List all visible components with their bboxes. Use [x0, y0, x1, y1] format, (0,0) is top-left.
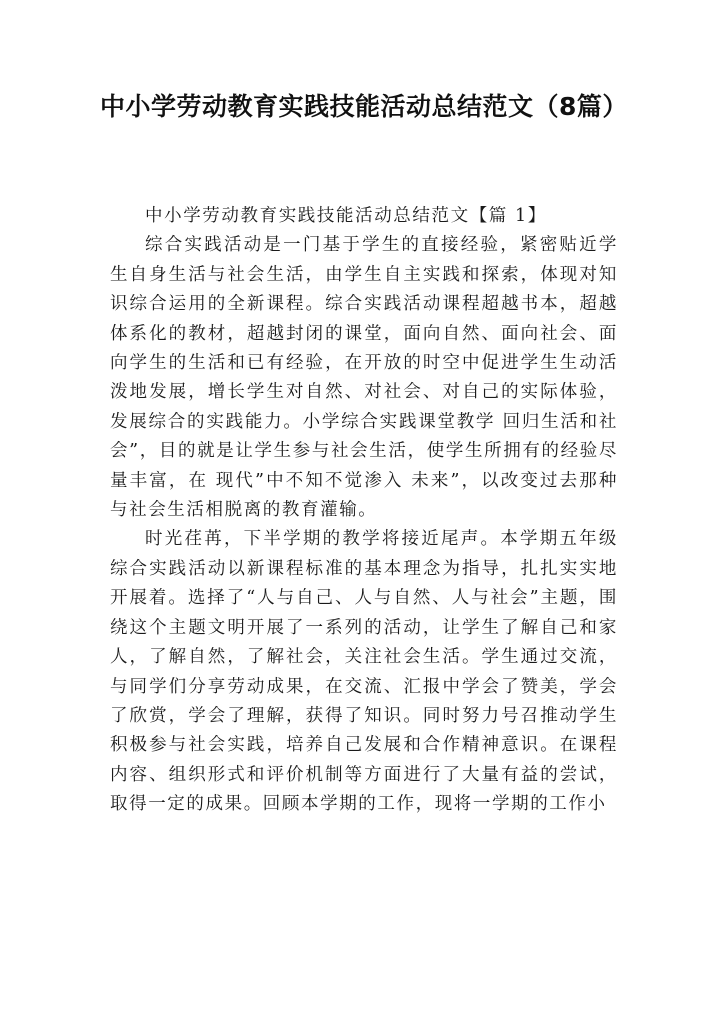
- body-paragraph: 时光荏苒，下半学期的教学将接近尾声。本学期五年级综合实践活动以新课程标准的基本理念为指导，扎扎实实地开展着。选择了“人与自己、人与自然、人与社会”主题，围绕这个主题文明开展了一系列的活动，让学生了解自己和家人，了解自然，了解社会，关注社会生活。学生通过交流，与同学们分享劳动成果，在交流、汇报中学会了赞美，学会了欣赏，学会了理解，获得了知识。同时努力号召推动学生积极参与社会实践，培养自己发展和合作精神意识。在课程内容、组织形式和评价机制等方面进行了大量有益的尝试，取得一定的成果。回顾本学期的工作，现将一学期的工作小: [110, 529, 618, 815]
- section-heading: 中小学劳动教育实践技能活动总结范文【篇 1】: [145, 206, 547, 226]
- document-body: [110, 202, 618, 820]
- body-paragraph: 综合实践活动是一门基于学生的直接经验，紧密贴近学生自身生活与社会生活，由学生自主实践和探索，体现对知识综合运用的全新课程。综合实践活动课程超越书本，超越体系化的教材，超越封闭的课堂，面向自然、面向社会、面向学生的生活和已有经验，在开放的时空中促进学生生动活泼地发展，增长学生对自然、对社会、对自己的实际体验，发展综合的实践能力。小学综合实践课堂教学 回归生活和社会”，目的就是让学生参与社会生活，使学生所拥有的经验尽量丰富，在 现代”中不知不觉渗入 未来”，以改变过去那种与社会生活相脱离的教育灌输。: [110, 235, 618, 521]
- document-title: 中小学劳动教育实践技能活动总结范文（8篇）: [100, 92, 628, 121]
